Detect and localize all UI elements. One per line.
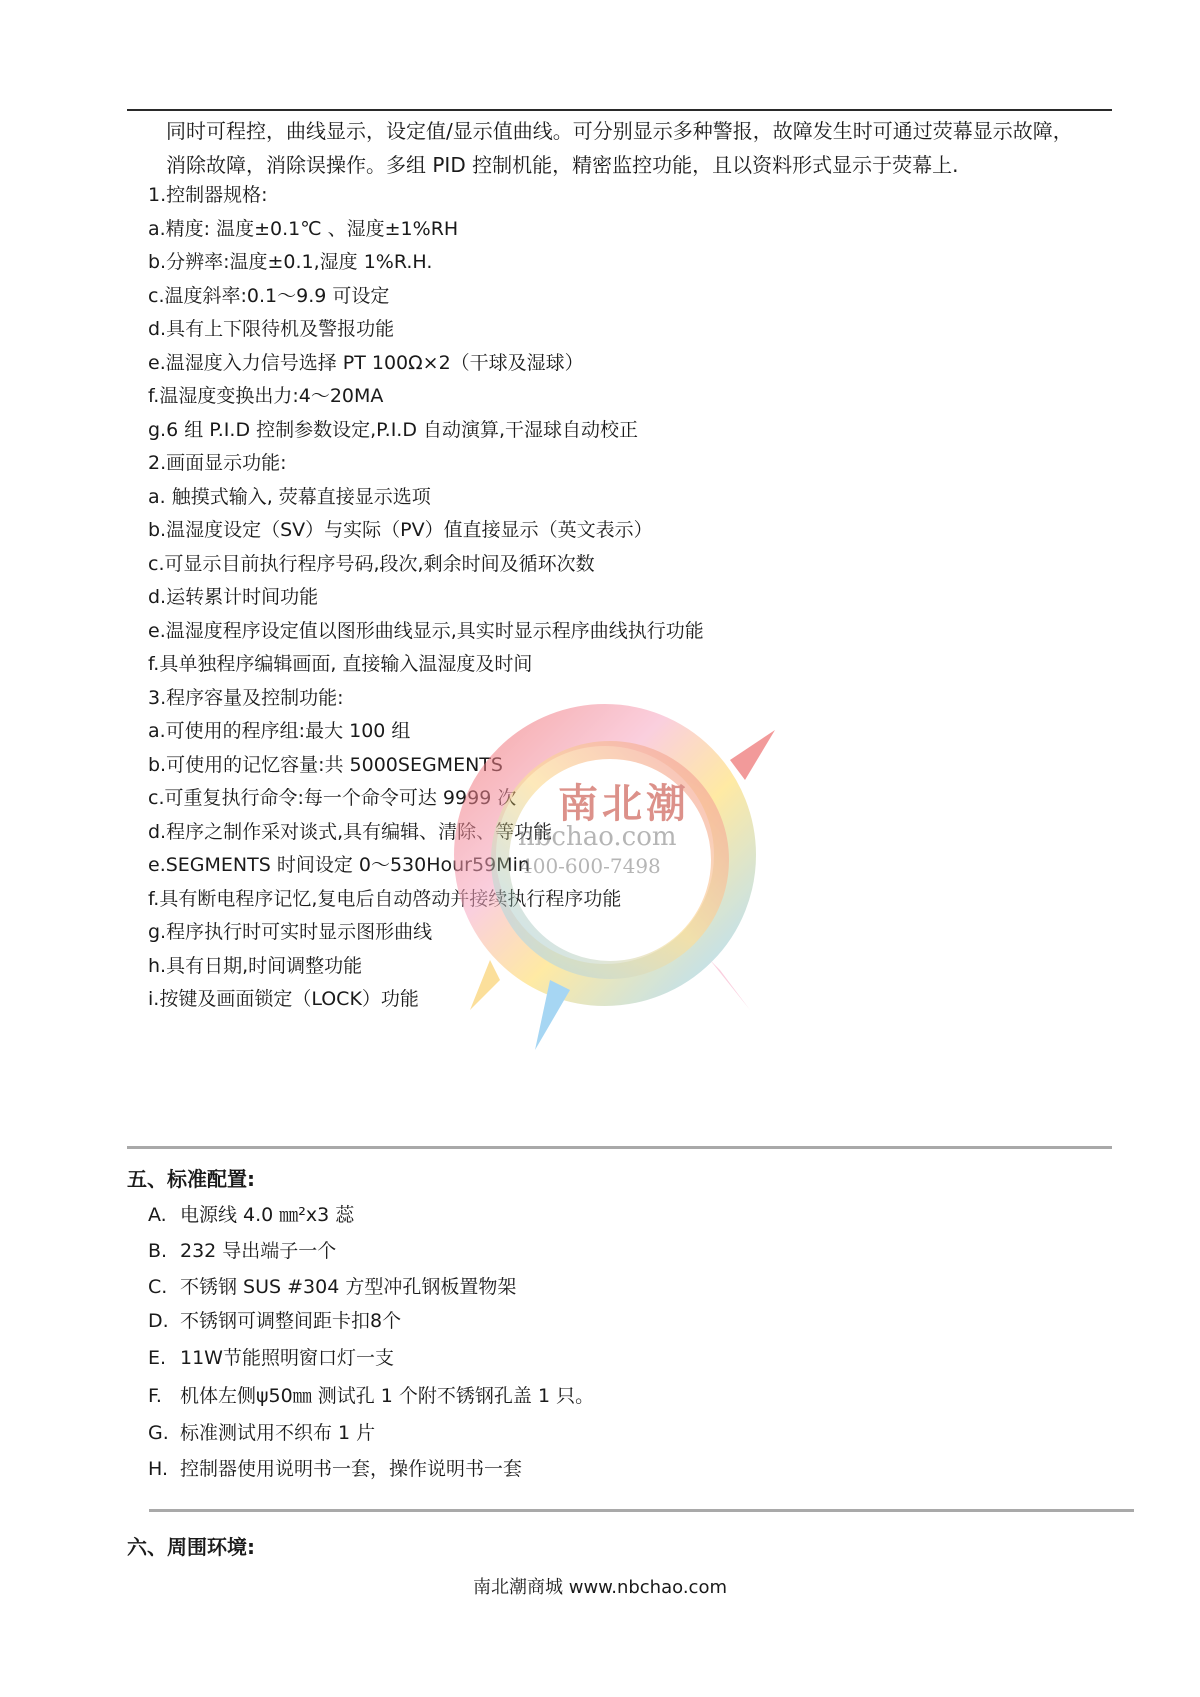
list-item: c.可重复执行命令:每一个命令可达 9999 次 [148,787,517,809]
list-item: d.程序之制作采对谈式,具有编辑、清除、等功能 [148,820,553,843]
config-text: 232 导出端子一个 [180,1240,337,1262]
config-item [148,1454,522,1484]
list-item: d.运转累计时间功能 [148,586,319,608]
config-letter: B. [148,1240,168,1262]
section-rule [127,1146,1112,1149]
list-item: e.温湿度入力信号选择 PT 100Ω×2（干球及湿球） [148,351,584,374]
section-rule [149,1509,1134,1512]
watermark-logo [430,660,790,1080]
top-rule [127,109,1112,111]
list-item: c.可显示目前执行程序号码,段次,剩余时间及循环次数 [148,552,595,575]
config-letter: G. [148,1422,169,1444]
config-item [148,1306,401,1336]
config-item [148,1272,516,1302]
config-item [148,1236,336,1266]
list-item: c.温度斜率:0.1～9.9 可设定 [148,284,390,307]
list-item: a.精度: 温度±0.1℃ 、湿度±1%RH [148,217,459,240]
config-text: 11W节能照明窗口灯一支 [180,1347,394,1369]
config-item [148,1343,394,1373]
list-item: a. 触摸式输入, 荧幕直接显示选项 [148,485,431,508]
config-letter: D. [148,1310,169,1332]
page-footer: 南北潮商城 www.nbchao.com [473,1577,727,1598]
config-text: 机体左侧ψ50㎜ 测试孔 1 个附不锈钢孔盖 1 只。 [180,1385,595,1407]
config-text: 不锈钢 SUS #304 方型冲孔钢板置物架 [180,1276,517,1298]
config-text: 标准测试用不织布 1 片 [180,1422,376,1444]
list-item: a.可使用的程序组:最大 100 组 [148,720,411,742]
section-6-heading: 六、周围环境: [127,1535,255,1559]
config-letter: H. [148,1458,168,1480]
config-item [148,1418,375,1448]
list-item: g.程序执行时可实时显示图形曲线 [148,921,433,943]
list-item: e.SEGMENTS 时间设定 0～530Hour59Min [148,854,530,876]
config-item [148,1200,354,1230]
list-item: h.具有日期,时间调整功能 [148,954,363,977]
intro-line-1: 同时可程控，曲线显示，设定值/显示值曲线。可分别显示多种警报，故障发生时可通过荧幕显示故障， [166,119,1073,143]
list-item: b.温湿度设定（SV）与实际（PV）值直接显示（英文表示） [148,519,653,541]
list-item: f.具单独程序编辑画面, 直接输入温湿度及时间 [148,653,533,675]
config-letter: F. [148,1385,162,1407]
watermark-domain: nbchao.com [518,822,677,852]
list-item: 1.控制器规格: [148,184,268,206]
section-5-heading: 五、标准配置: [127,1167,255,1191]
list-item: e.温湿度程序设定值以图形曲线显示,具实时显示程序曲线执行功能 [148,619,704,642]
list-item: f.温湿度变换出力:4～20MA [148,385,384,407]
list-item: d.具有上下限待机及警报功能 [148,318,395,340]
config-letter: E. [148,1347,167,1369]
config-text: 不锈钢可调整间距卡扣8个 [180,1310,402,1332]
config-item [148,1381,594,1411]
list-item: b.可使用的记忆容量:共 5000SEGMENTS [148,753,503,776]
config-text: 电源线 4.0 ㎜²x3 蕊 [180,1204,355,1226]
config-letter: A. [148,1204,167,1226]
watermark-phone: 400-600-7498 [520,854,661,878]
list-item: 3.程序容量及控制功能: [148,686,344,709]
intro-line-2: 消除故障，消除误操作。多组 PID 控制机能，精密监控功能，且以资料形式显示于荧幕上. [166,153,959,177]
config-letter: C. [148,1276,168,1298]
list-item: b.分辨率:温度±0.1,湿度 1%R.H. [148,251,433,273]
watermark-brand: 南北潮 [558,780,690,827]
list-item: i.按键及画面锁定（LOCK）功能 [148,988,419,1010]
list-item: g.6 组 P.I.D 控制参数设定,P.I.D 自动演算,干湿球自动校正 [148,418,639,441]
list-item: 2.画面显示功能: [148,452,287,474]
intro-paragraph [166,114,1126,182]
config-text: 控制器使用说明书一套，操作说明书一套 [180,1458,523,1480]
list-item: f.具有断电程序记忆,复电后自动啓动并接续执行程序功能 [148,887,622,910]
